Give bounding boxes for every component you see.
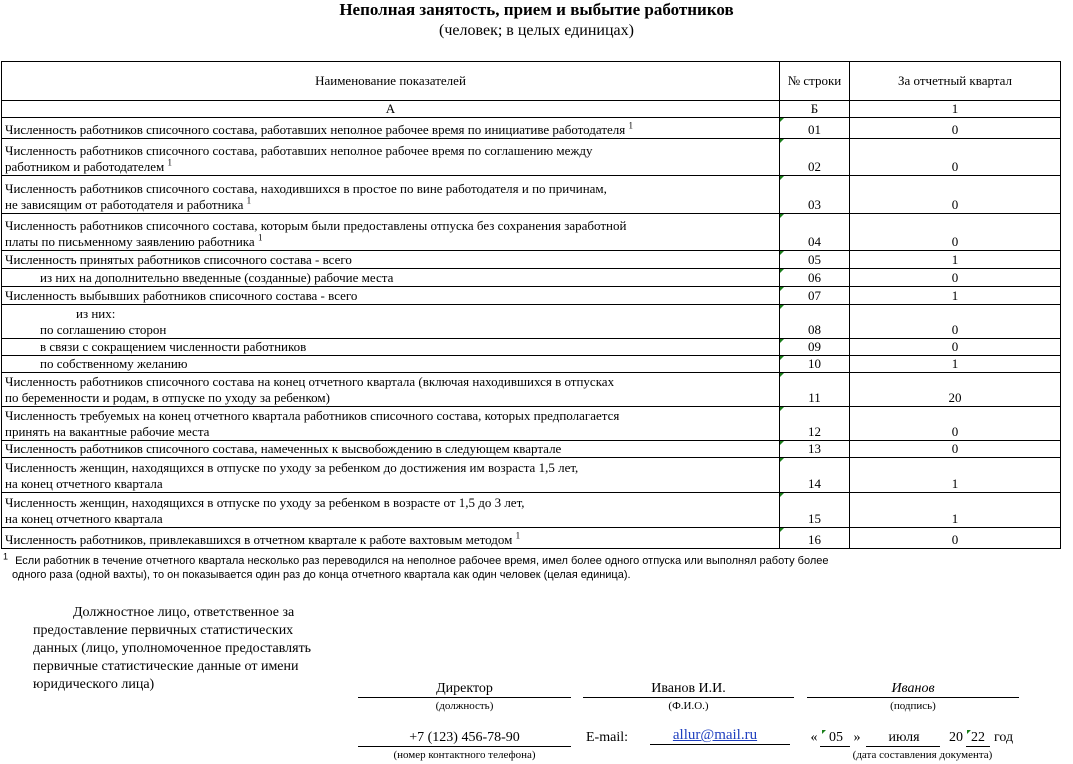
date-caption: (дата составления документа) bbox=[852, 749, 993, 761]
table-row bbox=[2, 441, 1061, 458]
code-name: А bbox=[2, 101, 780, 118]
row-value[interactable]: 1 bbox=[850, 251, 1061, 269]
table-row bbox=[2, 528, 1061, 549]
row-num: 06 bbox=[780, 269, 850, 287]
email-label: E-mail: bbox=[586, 730, 628, 745]
data-table bbox=[1, 61, 1061, 549]
table-row bbox=[2, 214, 1061, 251]
row-name: Численность работников списочного состава, работавших неполное рабочее время по соглашению между работником и работодателем $^1$ bbox=[2, 139, 780, 176]
row-num: 12 bbox=[780, 407, 850, 441]
header-num: № строки bbox=[780, 62, 850, 101]
table-code-row bbox=[2, 101, 1061, 118]
row-name: Численность женщин, находящихся в отпуске по уходу за ребенком в возрасте от 1,5 до 3 лет, на конец отчетного квартала bbox=[2, 493, 780, 528]
table-row bbox=[2, 339, 1061, 356]
row-num: 07 bbox=[780, 287, 850, 305]
date-open-quote: « bbox=[810, 730, 818, 745]
page-title: Неполная занятость, прием и выбытие работников bbox=[339, 0, 734, 19]
fio-caption: (Ф.И.О.) bbox=[668, 700, 709, 712]
row-num: 13 bbox=[780, 441, 850, 458]
row-name: Численность работников, привлекавшихся в отчетном квартале к работе вахтовым методом $^1$ bbox=[2, 528, 780, 549]
row-value[interactable]: 0 bbox=[850, 176, 1061, 214]
row-num: 02 bbox=[780, 139, 850, 176]
date-month-line bbox=[866, 746, 940, 747]
signature-line bbox=[807, 697, 1019, 698]
row-num: 01 bbox=[780, 118, 850, 139]
date-year-prefix: 20 bbox=[949, 730, 963, 745]
row-name: Численность работников списочного состава, работавших неполное рабочее время по инициативе работодателя $^1$ bbox=[2, 118, 780, 139]
table-row bbox=[2, 407, 1061, 441]
row-value[interactable]: 0 bbox=[850, 139, 1061, 176]
footnote bbox=[3, 551, 843, 582]
table-row bbox=[2, 176, 1061, 214]
date-year-word: год bbox=[994, 730, 1014, 745]
row-value[interactable]: 1 bbox=[850, 287, 1061, 305]
table-row bbox=[2, 269, 1061, 287]
row-value[interactable]: 1 bbox=[850, 356, 1061, 373]
row-value[interactable]: 0 bbox=[850, 339, 1061, 356]
row-num: 09 bbox=[780, 339, 850, 356]
table-row bbox=[2, 356, 1061, 373]
row-name: Численность работников списочного состава, находившихся в простое по вине работодателя и по причинам, не зависящим от работодателя и работника $^1$ bbox=[2, 176, 780, 214]
signature-value[interactable]: Иванов bbox=[891, 681, 935, 696]
row-value[interactable]: 0 bbox=[850, 269, 1061, 287]
row-name: Численность принятых работников списочного состава - всего bbox=[2, 251, 780, 269]
row-name: из них на дополнительно введенные (созданные) рабочие места bbox=[2, 269, 780, 287]
date-year-suffix[interactable]: 22 bbox=[967, 730, 989, 746]
table-row bbox=[2, 305, 1061, 339]
code-num: Б bbox=[780, 101, 850, 118]
fio-line bbox=[583, 697, 794, 698]
header-value: За отчетный квартал bbox=[850, 62, 1061, 101]
date-close-quote: » bbox=[853, 730, 861, 745]
row-name: Численность работников списочного состава, намеченных к высвобождению в следующем квартале bbox=[2, 441, 780, 458]
row-num: 04 bbox=[780, 214, 850, 251]
row-value[interactable]: 0 bbox=[850, 528, 1061, 549]
table-row bbox=[2, 287, 1061, 305]
email-value[interactable]: allur@mail.ru bbox=[672, 727, 758, 743]
footnote-mark: 1 bbox=[3, 551, 9, 562]
row-name: из них: по соглашению сторон bbox=[2, 305, 780, 339]
row-name: Численность работников списочного состава, которым были предоставлены отпуска без сохранения заработной платы по письменному заявлению работника $^1$ bbox=[2, 214, 780, 251]
row-num: 08 bbox=[780, 305, 850, 339]
table-row bbox=[2, 373, 1061, 407]
row-num: 03 bbox=[780, 176, 850, 214]
row-value[interactable]: 20 bbox=[850, 373, 1061, 407]
row-num: 15 bbox=[780, 493, 850, 528]
table-row bbox=[2, 493, 1061, 528]
row-value[interactable]: 0 bbox=[850, 118, 1061, 139]
page-subtitle: (человек; в целых единицах) bbox=[439, 22, 634, 39]
date-month[interactable]: июля bbox=[888, 730, 920, 745]
header-name: Наименование показателей bbox=[2, 62, 780, 101]
row-name: по собственному желанию bbox=[2, 356, 780, 373]
row-num: 14 bbox=[780, 458, 850, 493]
row-value[interactable]: 0 bbox=[850, 441, 1061, 458]
row-num: 11 bbox=[780, 373, 850, 407]
row-value[interactable]: 0 bbox=[850, 407, 1061, 441]
footnote-line2: одного раза (одной вахты), то он показывается один раз до конца отчетного квартала как один человек (целая единица). bbox=[12, 569, 631, 581]
position-caption: (должность) bbox=[435, 700, 494, 712]
row-name: Численность выбывших работников списочного состава - всего bbox=[2, 287, 780, 305]
row-num: 05 bbox=[780, 251, 850, 269]
position-value[interactable]: Директор bbox=[436, 681, 493, 696]
footnote-line1: Если работник в течение отчетного квартала несколько раз переводился на неполное рабочее время, имел более одного отпуска или выполнял работу более bbox=[15, 555, 829, 567]
responsible-person-text: Должностное лицо, ответственное за предоставление первичных статистических данных (лицо, уполномоченное предоставлять первичные статистические данные от имени юридического лица) bbox=[33, 605, 312, 692]
signature-caption: (подпись) bbox=[890, 700, 936, 712]
row-value[interactable]: 0 bbox=[850, 305, 1061, 339]
code-value: 1 bbox=[850, 101, 1061, 118]
row-value[interactable]: 1 bbox=[850, 493, 1061, 528]
date-day[interactable]: 05 bbox=[822, 730, 850, 746]
row-name: в связи с сокращением численности работников bbox=[2, 339, 780, 356]
table-header-row bbox=[2, 62, 1061, 101]
row-value[interactable]: 1 bbox=[850, 458, 1061, 493]
email-line bbox=[650, 744, 790, 745]
table-row bbox=[2, 139, 1061, 176]
row-num: 16 bbox=[780, 528, 850, 549]
table-row bbox=[2, 118, 1061, 139]
phone-value[interactable]: +7 (123) 456-78-90 bbox=[409, 730, 520, 745]
date-day-line bbox=[820, 746, 850, 747]
row-num: 10 bbox=[780, 356, 850, 373]
row-name: Численность женщин, находящихся в отпуске по уходу за ребенком до достижения им возраста 1,5 лет, на конец отчетного квартала bbox=[2, 458, 780, 493]
phone-line bbox=[358, 746, 571, 747]
position-line bbox=[358, 697, 571, 698]
fio-value[interactable]: Иванов И.И. bbox=[651, 681, 726, 696]
row-value[interactable]: 0 bbox=[850, 214, 1061, 251]
phone-caption: (номер контактного телефона) bbox=[393, 749, 536, 761]
table-row bbox=[2, 458, 1061, 493]
row-name: Численность требуемых на конец отчетного квартала работников списочного состава, которых предполагается принять на вакантные рабочие места bbox=[2, 407, 780, 441]
table-row bbox=[2, 251, 1061, 269]
row-name: Численность работников списочного состава на конец отчетного квартала (включая находившихся в отпусках по беременности и родам, в отпуске по уходу за ребенком) bbox=[2, 373, 780, 407]
date-year-line bbox=[966, 746, 990, 747]
